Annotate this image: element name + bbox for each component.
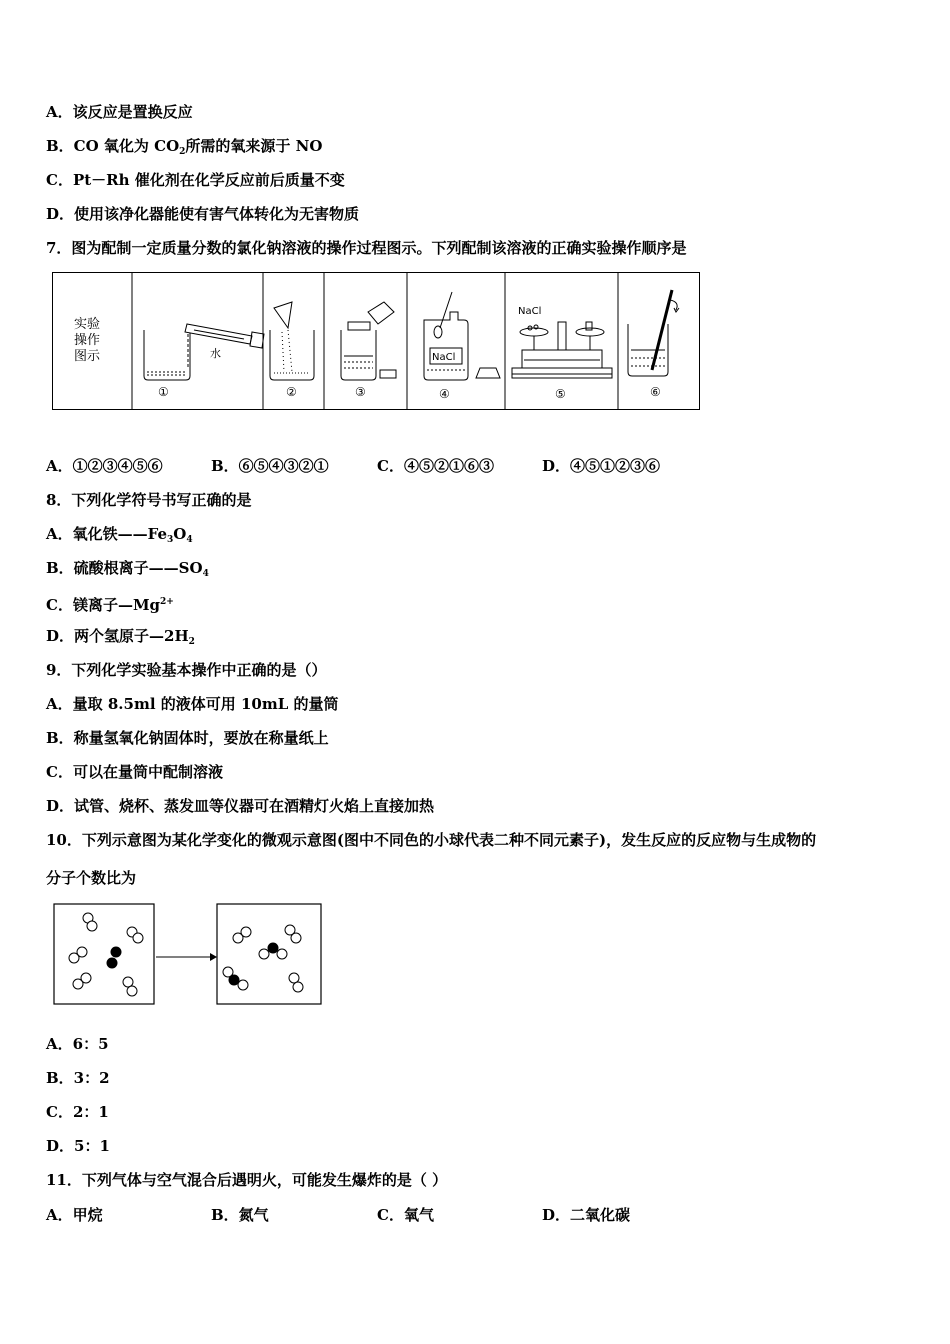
q9-stem: 9．下列化学实验基本操作中正确的是（） [46, 661, 327, 679]
step3-beaker [341, 302, 396, 380]
step1-beaker-cylinder [144, 324, 264, 380]
q6-option-c: C．Pt－Rh 催化剂在化学反应前后质量不变 [46, 171, 345, 189]
q9-option-c: C．可以在量筒中配制溶液 [46, 763, 223, 781]
q11-option-b: B．氮气 [211, 1206, 269, 1224]
q9-option-d: D．试管、烧杯、蒸发皿等仪器可在酒精灯火焰上直接加热 [46, 797, 435, 815]
q10-figure [52, 902, 327, 1007]
q10-option-d: D．5：1 [46, 1137, 110, 1155]
q10-option-c: C．2：1 [46, 1103, 109, 1121]
step-label-2: ② [286, 385, 297, 399]
q9-option-a: A．量取 8.5ml 的液体可用 10mL 的量筒 [46, 695, 339, 713]
step2-beaker [270, 302, 314, 380]
q11-option-c: C．氧气 [377, 1206, 434, 1224]
q7-figure [52, 272, 702, 412]
step5-balance [512, 322, 612, 378]
q11-option-d: D．二氧化碳 [542, 1206, 631, 1224]
q10-option-a: A．6：5 [46, 1035, 109, 1053]
q10-stem-line2: 分子个数比为 [46, 869, 137, 887]
step6-beaker-stir [628, 290, 679, 376]
q7-option-b: B．⑥⑤④③②① [211, 457, 329, 475]
q8-option-a: A．氧化铁$——Fe_3O_4$ [46, 525, 193, 545]
q6-option-a: A．该反应是置换反应 [46, 103, 193, 121]
figure-label-3: 图示 [74, 349, 101, 364]
q6-option-b: B．CO 氧化为 $CO_2$所需的氧来源于 NO [46, 137, 323, 157]
nacl-bottle-label: NaCl [432, 352, 456, 363]
q8-option-c: C．镁离子$—Mg^{2+}$ [46, 596, 174, 614]
q8-option-b: B．硫酸根离子$——SO_4$ [46, 559, 209, 579]
q8-stem: 8．下列化学符号书写正确的是 [46, 491, 252, 509]
q11-stem: 11．下列气体与空气混合后遇明火，可能发生爆炸的是（ ） [46, 1171, 448, 1189]
q7-option-a: A．①②③④⑤⑥ [46, 457, 163, 475]
step-label-6: ⑥ [650, 385, 661, 399]
step-label-3: ③ [355, 385, 366, 399]
q7-option-c: C．④⑤②①⑥③ [377, 457, 494, 475]
step-label-1: ① [158, 385, 169, 399]
step-label-4: ④ [439, 387, 450, 401]
reaction-arrow [156, 953, 217, 961]
q10-option-b: B．3：2 [46, 1069, 110, 1087]
figure-label-2: 操作 [74, 333, 101, 348]
q7-stem: 7．图为配制一定质量分数的氯化钠溶液的操作过程图示。下列配制该溶液的正确实验操作顺序是 [46, 239, 687, 257]
water-label: 水 [210, 347, 221, 360]
q11-option-a: A．甲烷 [46, 1206, 103, 1224]
nacl-balance-label: NaCl [518, 306, 542, 317]
q8-option-d: D．两个氢原子$—2H_2$ [46, 627, 195, 647]
step-label-5: ⑤ [555, 387, 566, 401]
step4-nacl-bottle [424, 292, 500, 380]
q7-option-d: D．④⑤①②③⑥ [542, 457, 661, 475]
q10-stem-line1: 10．下列示意图为某化学变化的微观示意图(图中不同色的小球代表二种不同元素子)，发生反应的反应物与生成物的 [46, 831, 817, 849]
reactant-box [54, 904, 154, 1004]
q9-option-b: B．称量氢氧化钠固体时，要放在称量纸上 [46, 729, 329, 747]
figure-label-1: 实验 [74, 317, 101, 332]
q6-option-d: D．使用该净化器能使有害气体转化为无害物质 [46, 205, 360, 223]
